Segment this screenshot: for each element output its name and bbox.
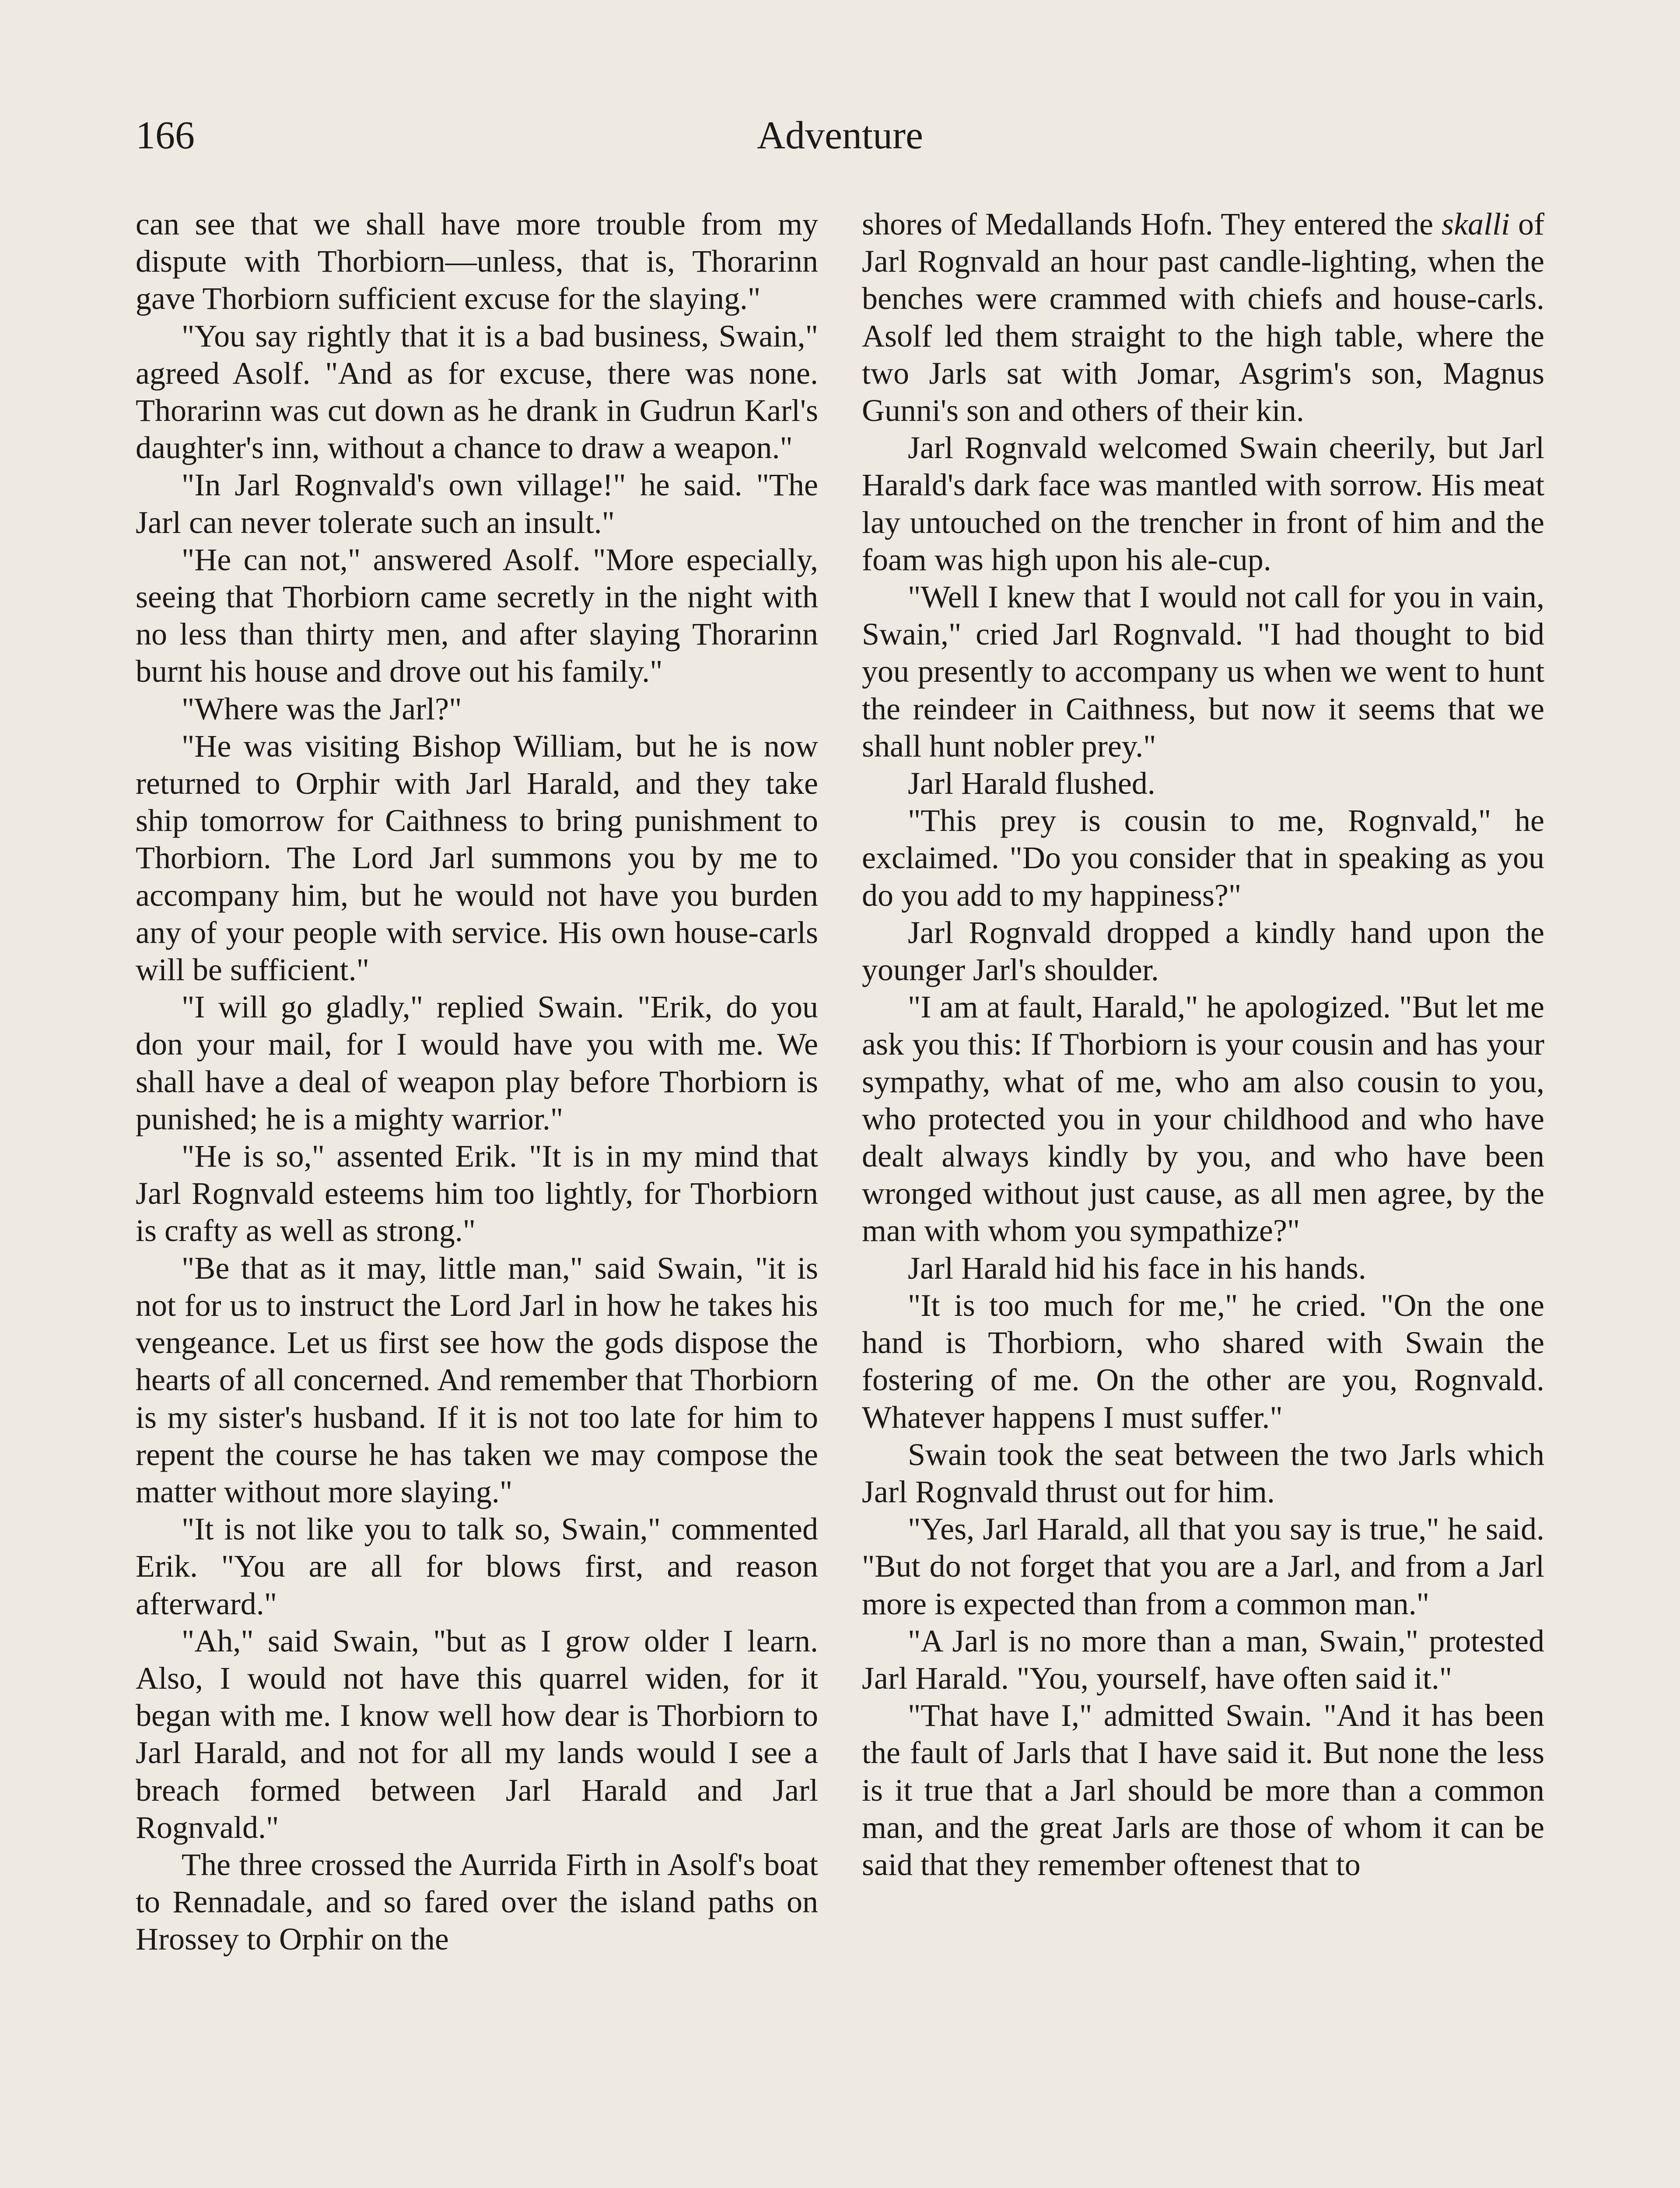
paragraph: "I am at fault, Harald," he apologized. "But let me ask you this: If Thorbiorn is your cousin and has your sympathy, what of me, who am also cousin to you, who protected you in your childhood and who have dealt always kindly by you, and who have been wronged without just cause, as all men agree, by the man with whom you sympathize?": [862, 989, 1544, 1248]
paragraph: can see that we shall have more trouble from my dispute with Thorbiorn—unless, that is, Thorarinn gave Thorbiorn sufficient excuse for the slaying.": [136, 207, 818, 316]
paragraph: "Where was the Jarl?": [182, 691, 462, 726]
paragraph: [862, 206, 1544, 429]
paragraph: Jarl Harald flushed.: [908, 766, 1155, 801]
paragraph: "Ah," said Swain, "but as I grow older I learn. Also, I would not have this quarrel widen, for it began with me. I know well how dear is Thorbiorn to Jarl Harald, and not for all my lands would I see a breach formed between Jarl Harald and Jarl Rognvald.": [136, 1623, 818, 1845]
paragraph: "He can not," answered Asolf. "More especially, seeing that Thorbiorn came secretly in the night with no less than thirty men, and after slaying Thorarinn burnt his house and drove out his family.": [136, 542, 818, 689]
paragraph: Jarl Rognvald welcomed Swain cheerily, but Jarl Harald's dark face was mantled with sorrow. His meat lay untouched on the trencher in front of him and the foam was high upon his ale-cup.: [862, 430, 1544, 577]
text-run: shores of Medallands Hofn. They entered the: [862, 207, 1442, 242]
paragraph: Jarl Rognvald dropped a kindly hand upon the younger Jarl's shoulder.: [862, 915, 1544, 988]
paragraph: "He was visiting Bishop William, but he is now returned to Orphir with Jarl Harald, and they take ship tomorrow for Caithness to bring punishment to Thorbiorn. The Lord Jarl summons you by me to accompany him, but he would not have you burden any of your people with service. His own house-carls will be sufficient.": [136, 728, 818, 988]
italic-word: skalli: [1442, 207, 1510, 242]
page-header: [136, 109, 1544, 162]
paragraph: "Well I knew that I would not call for you in vain, Swain," cried Jarl Rognvald. "I had thought to bid you presently to accompany us when we went to hunt the reindeer in Caithness, but now it seems that we shall hunt nobler prey.": [862, 579, 1544, 764]
paragraph: "That have I," admitted Swain. "And it has been the fault of Jarls that I have said it. But none the less is it true that a Jarl should be more than a common man, and the great Jarls are those of whom it can be said that they remember oftenest that to: [862, 1698, 1544, 1882]
paragraph: The three crossed the Aurrida Firth in Asolf's boat to Rennadale, and so fared over the island paths on Hrossey to Orphir on the: [136, 1847, 818, 1957]
paragraph: "He is so," assented Erik. "It is in my mind that Jarl Rognvald esteems him too lightly, for Thorbiorn is crafty as well as strong.": [136, 1139, 818, 1248]
page-number: 166: [136, 114, 195, 157]
paragraph: Jarl Harald hid his face in his hands.: [908, 1250, 1366, 1286]
paragraph: "Be that as it may, little man," said Swain, "it is not for us to instruct the Lord Jarl in how he takes his vengeance. Let us first see how the gods dispose the hearts of all concerned. And remember that Thorbiorn is my sister's husband. If it is not too late for him to repent the course he has taken we may compose the matter without more slaying.": [136, 1250, 818, 1509]
running-title: Adventure: [757, 114, 923, 157]
paragraph: "You say rightly that it is a bad business, Swain," agreed Asolf. "And as for excuse, there was none. Thorarinn was cut down as he drank in Gudrun Karl's daughter's inn, without a chance to draw a weapon.": [136, 318, 818, 466]
paragraph: "It is not like you to talk so, Swain," commented Erik. "You are all for blows first, and reason afterward.": [136, 1511, 818, 1621]
text-run: of Jarl Rognvald an hour past candle-lighting, when the benches were crammed with chiefs and house-carls. Asolf led them straight to the high table, where the two Jarls sat with Jomar, Asgrim's son, Magnus Gunni's son and others of their kin.: [862, 207, 1544, 428]
right-column: [862, 206, 1544, 1883]
paragraph: "A Jarl is no more than a man, Swain," protested Jarl Harald. "You, yourself, have often said it.": [862, 1623, 1544, 1696]
left-column: [136, 206, 818, 1958]
paragraph: "In Jarl Rognvald's own village!" he said. "The Jarl can never tolerate such an insult.": [136, 467, 818, 540]
paragraph: "Yes, Jarl Harald, all that you say is true," he said. "But do not forget that you are a Jarl, and from a Jarl more is expected than from a common man.": [862, 1511, 1544, 1621]
paragraph: "It is too much for me," he cried. "On the one hand is Thorbiorn, who shared with Swain the fostering of me. On the other are you, Rognvald. Whatever happens I must suffer.": [862, 1287, 1544, 1435]
paragraph: Swain took the seat between the two Jarls which Jarl Rognvald thrust out for him.: [862, 1437, 1544, 1509]
paragraph: "This prey is cousin to me, Rognvald," he exclaimed. "Do you consider that in speaking as you do you add to my happiness?": [862, 803, 1544, 913]
paragraph: "I will go gladly," replied Swain. "Erik, do you don your mail, for I would have you with me. We shall have a deal of weapon play before Thorbiorn is punished; he is a mighty warrior.": [136, 989, 818, 1136]
